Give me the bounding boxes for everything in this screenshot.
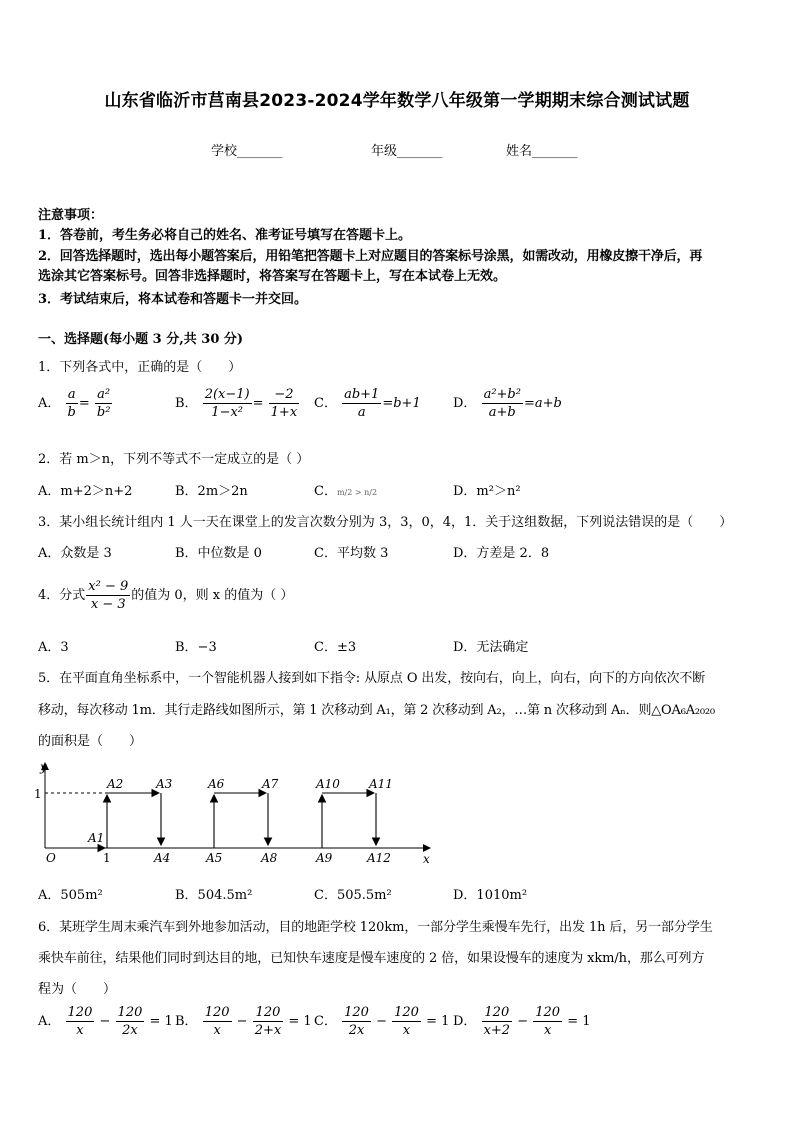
q6-option-c: C． $\frac{120}{2x}$ − $\frac{120}{x}$ = 1 — [314, 1005, 450, 1038]
q1-option-b: B． $\frac{2(x-1)}{\text{1−x²}}$ = $\frac{-2}{1+x}$ — [175, 387, 298, 420]
q5-option-d: D．1010m² — [453, 888, 528, 903]
q1-stem: 1．下列各式中，正确的是（ ） — [38, 360, 242, 375]
label-a10: A10 — [316, 777, 340, 791]
q5-option-a: A．505m² — [38, 888, 103, 903]
q4-stem: 4．分式 $\frac{\text{x² − 9}}{x - 3}$ 的值为 0，则 x 的值为（ ） — [38, 579, 294, 612]
note-2: 2．回答选择题时，选出每小题答案后，用铅笔把答题卡上对应题目的答案标号涂黑，如需改动，用橡皮擦干净后，再 — [38, 249, 703, 264]
name-field: 姓名_______ — [506, 144, 578, 159]
q2-option-c: C．m/2 > n/2 — [314, 484, 378, 499]
q1-option-d: D． $\frac{\text{a²+b²}}{a+b}$ =a+b — [453, 387, 562, 420]
q6-option-a: A． $\frac{120}{x}$ − $\frac{120}{2x}$ = 1 — [38, 1005, 173, 1038]
q5-line-1: 5．在平面直角坐标系中，一个智能机器人接到如下指令: 从原点 O 出发，按向右，向上，向右，向下的方向依次不断 — [38, 671, 706, 686]
robot-path-figure — [30, 755, 450, 870]
q6-line-3: 程为（ ） — [38, 982, 117, 997]
y-label: y — [40, 760, 47, 774]
x-one-label: 1 — [103, 851, 111, 865]
label-a5: A5 — [206, 851, 223, 865]
q5-line-3: 的面积是（ ） — [38, 734, 143, 749]
grade-field: 年级_______ — [371, 144, 443, 159]
label-a9: A9 — [316, 851, 333, 865]
q3-option-c: C．平均数 3 — [314, 546, 389, 561]
q5-option-b: B．504.5m² — [175, 888, 253, 903]
q5-line-2: 移动，每次移动 1m．其行走路线如图所示，第 1 次移动到 A₁，第 2 次移动到 A₂，…第 n 次移动到 Aₙ．则△OA₆A₂₀₂₀ — [38, 703, 715, 718]
q4-option-b: B．−3 — [175, 640, 217, 655]
q6-line-2: 乘快车前往，结果他们同时到达目的地，已知快车速度是慢车速度的 2 倍，如果设慢车的速度为 xkm/h，那么可列方 — [38, 951, 705, 966]
label-a12: A12 — [367, 851, 391, 865]
label-a8: A8 — [261, 851, 278, 865]
q1-option-a: A． $\frac{a}{b}$ = $\frac{\text{a²}}{\text{b²}}$ — [38, 387, 111, 420]
q2-option-b: B．2m＞2n — [175, 484, 248, 499]
note-3: 3．考试结束后，将本试卷和答题卡一并交回。 — [38, 292, 308, 307]
q3-option-b: B．中位数是 0 — [175, 546, 262, 561]
page-title: 山东省临沂市莒南县2023-2024学年数学八年级第一学期期末综合测试试题 — [104, 91, 690, 111]
q2-stem: 2．若 m＞n，下列不等式不一定成立的是（ ） — [38, 452, 310, 467]
q5-option-c: C．505.5m² — [314, 888, 392, 903]
section-heading: 一、选择题(每小题 3 分,共 30 分) — [38, 332, 244, 347]
label-a3: A3 — [156, 777, 173, 791]
label-a4: A4 — [154, 851, 171, 865]
q6-line-1: 6．某班学生周末乘汽车到外地参加活动，目的地距学校 120km，一部分学生乘慢车先行，出发 1h 后，另一部分学生 — [38, 920, 713, 935]
q3-option-d: D．方差是 2．8 — [453, 546, 550, 561]
q6-option-d: D． $\frac{120}{x+2}$ − $\frac{120}{x}$ = 1 — [453, 1005, 591, 1038]
q4-option-d: D．无法确定 — [453, 640, 529, 655]
q4-option-c: C．±3 — [314, 640, 357, 655]
notes-heading: 注意事项： — [38, 208, 104, 223]
q6-option-b: B． $\frac{120}{x}$ − $\frac{120}{2+x}$ = 1 — [175, 1005, 312, 1038]
q3-option-a: A．众数是 3 — [38, 546, 112, 561]
school-field: 学校_______ — [211, 144, 283, 159]
q4-option-a: A．3 — [38, 640, 69, 655]
label-a11: A11 — [369, 777, 393, 791]
label-a2: A2 — [107, 777, 124, 791]
q2-option-a: A．m+2＞n+2 — [38, 484, 133, 499]
label-a7: A7 — [262, 777, 279, 791]
y-one-label: 1 — [34, 787, 42, 801]
q2-option-d: D．m²＞n² — [453, 484, 521, 499]
label-a1: A1 — [88, 831, 105, 845]
note-2-cont: 选涂其它答案标号。回答非选择题时，将答案写在答题卡上，写在本试卷上无效。 — [38, 269, 507, 284]
origin-label: O — [46, 851, 56, 865]
label-a6: A6 — [208, 777, 225, 791]
q1-option-c: C． $\frac{ab+1}{a}$ =b+1 — [314, 387, 421, 420]
note-1: 1．答卷前，考生务必将自己的姓名、准考证号填写在答题卡上。 — [38, 228, 412, 243]
x-label: x — [423, 852, 430, 866]
q3-stem: 3．某小组长统计组内 1 人一天在课堂上的发言次数分别为 3，3，0，4，1．关于这组数据，下列说法错误的是（ ） — [38, 515, 733, 530]
